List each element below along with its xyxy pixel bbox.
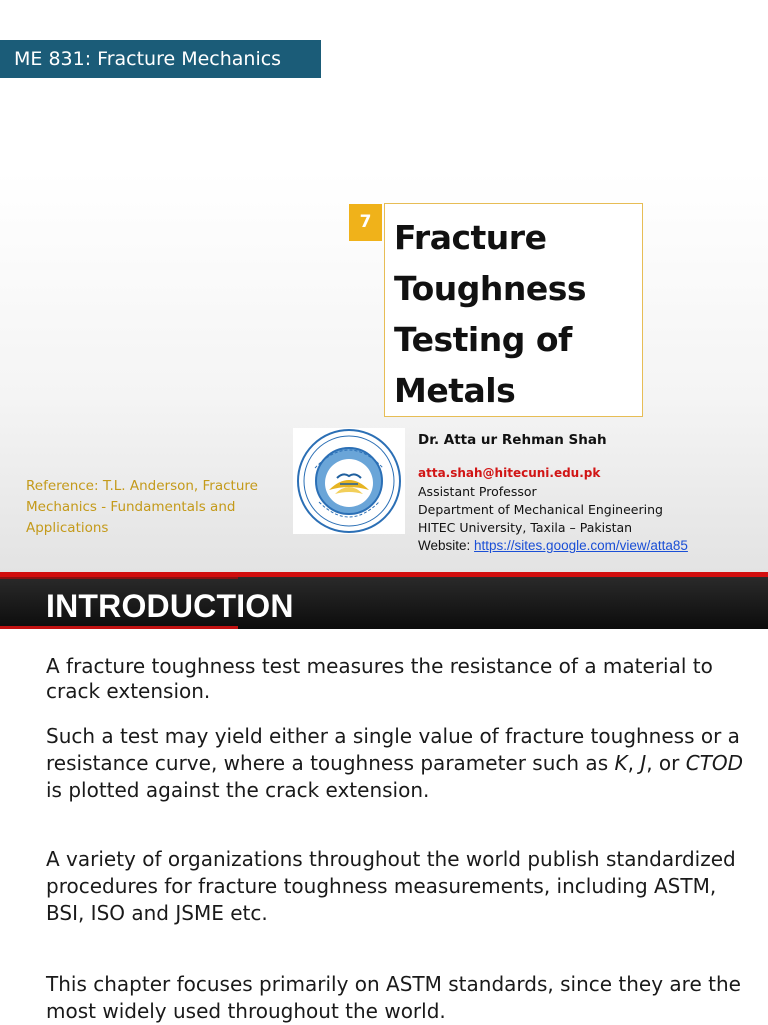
intro-paragraph: A fracture toughness test measures the resistance of a material to crack extension. (46, 654, 713, 703)
slide-title-line: Metals (394, 371, 516, 410)
paragraph-text: , or (646, 751, 686, 775)
author-university: HITEC University, Taxila – Pakistan (418, 520, 633, 535)
paragraph-text: is plotted against the crack extension. (46, 778, 430, 802)
slide-title-line: Toughness (394, 269, 587, 308)
website-link[interactable]: https://sites.google.com/view/atta85 (474, 538, 688, 553)
chapter-number-badge: 7 (349, 204, 382, 241)
reference-text: Reference: T.L. Anderson, Fracture Mechanics - Fundamentals and Applications (26, 478, 258, 536)
intro-paragraph: This chapter focuses primarily on ASTM standards, since they are the most widely used throughout the world. (46, 972, 741, 1023)
author-department: Department of Mechanical Engineering (418, 502, 663, 517)
intro-heading: INTRODUCTION (46, 588, 294, 624)
intro-paragraph (46, 723, 746, 804)
parameter-ctod: CTOD (685, 751, 744, 775)
course-label: ME 831: Fracture Mechanics (0, 40, 321, 78)
heading-underline (0, 626, 238, 629)
slide-title-line: Testing of (394, 320, 572, 359)
parameter-k: K (614, 751, 628, 775)
parameter-j: J (640, 751, 647, 775)
author-email[interactable]: atta.shah@hitecuni.edu.pk (418, 466, 601, 480)
author-block (418, 432, 758, 555)
paragraph-text: , (627, 751, 641, 775)
slide-title-line: Fracture (394, 218, 547, 257)
slide-title-box (384, 203, 643, 417)
intro-paragraph: A variety of organizations throughout the world publish standardized procedures for fracture toughness measurements, including ASTM, BSI, ISO and JSME etc. (46, 847, 736, 925)
author-name: Dr. Atta ur Rehman Shah (418, 432, 607, 448)
paragraph-text: Such a test may yield either a single value of fracture toughness or a resistance curve, where a toughness parameter such as (46, 724, 740, 775)
author-position: Assistant Professor (418, 484, 537, 499)
website-row (418, 537, 758, 555)
website-label: Website: (418, 538, 475, 553)
university-seal-icon (293, 428, 405, 534)
header-red-mark (0, 577, 238, 579)
